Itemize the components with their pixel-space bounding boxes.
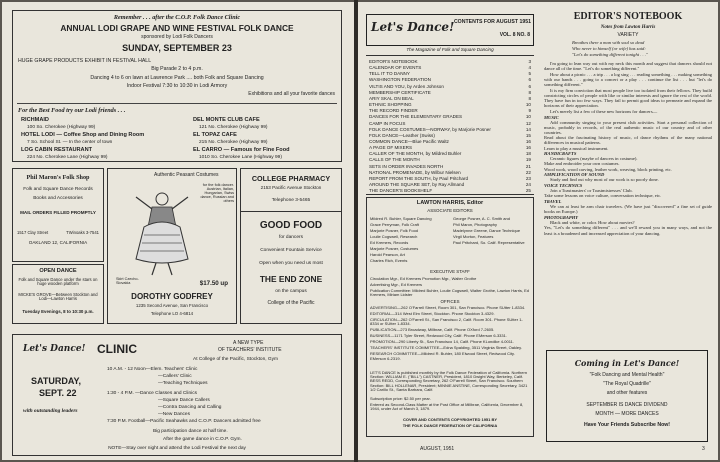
clinic-after: After the game dance in C.O.P. Gym. [163, 437, 242, 442]
toc-title: SETS IN ORDER INVADES NORTH [369, 163, 444, 169]
food-addr: 7 So. School St. — In the center of town [27, 140, 113, 145]
toc-title: THE DANCER'S BOOKSHELF [369, 188, 433, 194]
verse-line: Who never to himself (or wife) has said: [572, 46, 646, 51]
godfrey-name: DOROTHY GODFREY [131, 292, 213, 301]
toc-page: 16 [525, 145, 531, 151]
notebook-title: EDITOR'S NOTEBOOK [573, 11, 683, 22]
food-name: EL TOPAZ CAFE [193, 132, 237, 138]
staff-associate: ASSOCIATE EDITORS [427, 208, 473, 213]
toc-item [369, 84, 531, 90]
toc-page: 10 [525, 102, 531, 108]
notebook-section: Join a Toastmasters' or Toastmistresses' Club. Take some lessons on voice culture, conversation technique, etc. [544, 188, 662, 199]
notebook-variety: VARIETY [617, 32, 639, 38]
right-page [358, 2, 718, 460]
toc-title: FOLK DANCE COSTUMES—NORWAY, by Marjorie Posner [369, 126, 491, 132]
maron-line2: Books and Accessories [33, 196, 83, 201]
toc-page: 10 [525, 114, 531, 120]
toc-title: VILTIS AND YOU, by Arden Johnson [369, 83, 444, 89]
staff-editor: LAWTON HARRIS, Editor [416, 200, 484, 206]
toc-title: ETHNIC SHOPPING [369, 102, 412, 108]
maron-title: Phil Maron's Folk Shop [26, 174, 90, 181]
festival-date: SUNDAY, SEPTEMBER 23 [122, 43, 232, 53]
maron-phone: TWinoaks 3-7541 [66, 230, 99, 235]
pharmacy-address: 2153 Pacific Avenue Stockton [260, 185, 322, 190]
associate-editor: Grace Perryman, Folk Craft [370, 222, 419, 227]
food-name: HOTEL LODI — Coffee Shop and Dining Room [21, 132, 145, 138]
clinic-institute: OF TEACHERS' INSTITUTE [218, 347, 282, 353]
clinic-outstanding: with outstanding leaders [23, 408, 78, 414]
food-addr: 215 No. Cherokee (Highway 99) [199, 140, 268, 145]
toc-item [369, 133, 531, 139]
toc-item [369, 102, 531, 108]
maron-city: OAKLAND 12, CALIFORNIA [28, 240, 88, 245]
coming-line1: "Folk Dancing and Mental Health" [589, 372, 665, 378]
toc-item [369, 151, 531, 157]
godfrey-title: Authentic Peasant Costumes [154, 172, 219, 178]
associate-editor: Ed Kremers, Records [370, 240, 409, 245]
toc-title: THE RECORD FINDER [369, 108, 418, 114]
pharmacy-title: COLLEGE PHARMACY [251, 174, 331, 183]
notebook-paragraph: I'm going to lean way out with my neck this month and suggest that dancers should not dance all of the time. "Let's do something different." [544, 61, 712, 72]
staff-circulation: Circulation Mgr., Ed Kremers Promotion Mgr., Walter Grothe [370, 276, 477, 281]
notebook-subheading: MUSIC [544, 114, 559, 120]
maron-line1: Folk and Square Dance Records [23, 187, 93, 192]
toc-page: 19 [525, 157, 531, 163]
associate-editor: Mildred R. Buhler, Square Dancing [370, 216, 432, 221]
toc-item [369, 176, 531, 182]
left-page [2, 2, 354, 460]
associate-editor: Madelynne Greene, Dance Technique [453, 228, 521, 233]
clinic-participation: Big participation dance at half time. [153, 429, 228, 434]
toc-page: 12 [525, 120, 531, 126]
staff-federation: THE FOLK DANCE FEDERATION OF CALIFORNIA [402, 423, 498, 428]
toc-item [369, 71, 531, 77]
godfrey-address: 1235 Second Avenue, San Francisco [135, 303, 209, 308]
food-addr: 1010 So. Cherokee Lane (Highway 99) [199, 155, 282, 160]
associate-editor: Charles Rich, Events [370, 258, 408, 263]
end-zone-title: THE END ZONE [259, 274, 323, 284]
table-of-contents [366, 55, 534, 195]
verse-line: "Let's do something different tonight . . ." [572, 52, 648, 57]
open-dance-title: OPEN DANCE [39, 268, 77, 274]
open-dance-ad [12, 264, 104, 324]
goodfood-hours: Open when you need us most [259, 261, 323, 266]
toc-item [369, 90, 531, 96]
food-name: RICHMAID [21, 117, 49, 123]
toc-title: NATIONAL PROMENADE, by Wilbur Nielsen [369, 169, 461, 175]
goodfood-campus: on the campus [275, 289, 307, 294]
goodfood-title: GOOD FOOD [259, 220, 323, 231]
notebook-subheading: VOICE TECHNICS [544, 183, 583, 189]
toc-page: 16 [525, 138, 531, 144]
toc-title: ARIY SKAL ON BEAL [369, 95, 414, 101]
office-line: ADVERTISING—262 O'Farrell Street, Room 301, San Francisco. Phone SUtter 1-8334. [370, 305, 526, 310]
toc-page: 18 [525, 151, 531, 157]
toc-page: 6 [528, 83, 531, 89]
office-line: PROMOTION—290 Liberty St., San Francisco 14, Calif. Phone KLondike 4-0011. [370, 339, 514, 345]
maron-mail: MAIL ORDERS FILLED PROMPTLY [20, 210, 96, 215]
toc-title: MEMBERSHIP CERTIFICATE [369, 89, 431, 95]
food-addr: 121 No. Cherokee (Highway 99) [199, 125, 268, 130]
office-line: TEACHERS' INSTITUTE COMMITTEE—Edna Spalding, 3511 Virginia Street, Oakley. [370, 345, 522, 351]
office-line: PUBLICATION—273 Broadway, Millbrae, Calif. Phone OXford 7-2605. [370, 327, 495, 333]
toc-page: 15 [525, 132, 531, 138]
toc-page: 5 [528, 71, 531, 77]
verse-line: Breathes there a man with soul so dead [572, 40, 645, 45]
toc-title: COMMON DANCE—Blue Pacific Waltz [369, 138, 449, 144]
toc-title: CALLER OF THE MONTH, by Mildred Buhler [369, 151, 462, 157]
notebook-subheading: HANDICRAFTS [544, 151, 577, 157]
toc-page: 3 [528, 59, 531, 64]
toc-item [369, 164, 531, 170]
toc-item [369, 182, 531, 188]
clinic-location: At College of the Pacific, Stockton, Gym [193, 357, 279, 362]
toc-item [369, 121, 531, 127]
toc-title: A PAGE OF MIXERS [369, 145, 413, 151]
clinic-lets-logo: Let's Dance! [23, 344, 86, 354]
toc-title: FOLK DANCE—Leather (Swiss) [369, 132, 435, 138]
toc-item [369, 145, 531, 151]
toc-item [369, 59, 531, 65]
toc-title: TELL IT TO DANNY [369, 71, 410, 77]
open-dance-place: MICKE'S GROVE—Between Stockton and Lodi—Lawton Harris [18, 292, 98, 302]
toc-page: 4 [528, 65, 531, 71]
associate-editor: Marjorie Posner, Folk Food [370, 228, 419, 233]
toc-title: WASHINGTON FEDERATION [369, 77, 431, 83]
toc-item [369, 77, 531, 83]
food-name: EL CARRO — Famous for Fine Food [193, 147, 290, 153]
toc-page: 23 [525, 175, 531, 181]
masthead-contents: CONTENTS FOR AUGUST 1951 [453, 19, 531, 25]
festival-sponsor: sponsored by Lodi Folk Dancers [141, 34, 213, 40]
staff-subscription: Subscription price: $2.50 per year. [370, 396, 431, 401]
notebook-section: Study and find out why most of our work is so poorly done. [550, 177, 659, 183]
associate-editor: Harold Pearson, Art [370, 252, 405, 257]
coming-heading: Coming in Let's Dance! [574, 358, 680, 368]
festival-exhibit: HUGE GRAPE PRODUCTS EXHIBIT IN FESTIVAL HALL [18, 58, 152, 64]
notebook-paragraph: How about a picnic . . . a trip . . . a log sing . . . reading something . . . making something with our hands . . . going to a concert or a play . . . continue the list . . . but "let's do something different." [544, 71, 712, 88]
festival-ad [12, 10, 342, 162]
maron-ad [12, 168, 104, 262]
office-line: BUSINESS—1171 Tyler Street, Redwood City, Calif. Phone EMerson 6-3331. [370, 333, 507, 339]
toc-item [369, 127, 531, 133]
goodfood-college: College of the Pacific [267, 300, 315, 306]
clinic-title: CLINIC [97, 342, 137, 356]
toc-item [369, 188, 531, 194]
office-line: EDITORIAL—314 West Elm Street, Stockton. Phone Stockton 3-4329. [370, 311, 495, 316]
toc-page: 25 [525, 188, 531, 194]
masthead [366, 14, 534, 46]
goodfood-line: Convenient Fountain Service [260, 248, 322, 253]
notebook-section: Add community singing to your present club activities. Start a personal collection of music, probably in records, of the real authentic music of our country and of other countries. Read about the fascinating history of music, of dance rhythms of the many national differences in musical patterns. Learn to play a musical instrument. [544, 119, 712, 151]
schedule-line: 1:30 - 4 P.M. —Dance Classes and Clinics [107, 391, 198, 396]
open-dance-time: Tuesday Evenings, 8 to 10:30 p.m. [22, 309, 94, 314]
associate-editor: Phil Maron, Photography [453, 222, 498, 227]
toc-page: 6 [528, 77, 531, 83]
festival-parade: Big Parade 2 to 4 p.m. [151, 66, 203, 72]
associate-editor: Loulie Cogswell, Research [370, 234, 418, 239]
clinic-day: SATURDAY, [31, 376, 82, 386]
footer-date: AUGUST, 1951 [420, 446, 455, 452]
toc-page: 14 [525, 126, 531, 132]
schedule-line: —Callers' Clinic [158, 374, 192, 379]
godfrey-phone: Telephone LO 4-6814 [150, 311, 194, 316]
festival-indoor: Indoor Festival 7:30 to 10:30 in Lodi Armory [126, 83, 228, 89]
festival-remember: Remember . . . after the C.O.P. Folk Dance Clinic [113, 14, 241, 21]
godfrey-ad [107, 168, 237, 324]
toc-title: CALENDAR OF EVENTS [369, 65, 422, 71]
clinic-new-type: A NEW TYPE [233, 340, 264, 346]
notebook-subheading: PHOTOGRAPHY [544, 215, 579, 221]
pharmacy-phone: Telephone 3-5465 [271, 198, 311, 203]
schedule-line: —Square Dance Callers [158, 398, 210, 403]
notebook-section: We can at least be arm chair travelers. (We have just "discovered" a fine set of guide books on Europe.) [544, 204, 712, 215]
coming-line5: MONTH — MORE DANCES [595, 411, 659, 417]
pharmacy-ad [240, 168, 342, 324]
page-number: 3 [702, 446, 705, 452]
toc-item [369, 170, 531, 176]
toc-page: 21 [525, 163, 531, 169]
staff-offices: OFFICES [440, 299, 460, 304]
staff-cover: COVER AND CONTENTS COPYRIGHTED 1951 BY [402, 417, 498, 422]
toc-item [369, 114, 531, 120]
clinic-date: SEPT. 22 [39, 388, 77, 398]
staff-advertising: Advertising Mgr., Ed Kremers [370, 282, 423, 287]
toc-title: REPORT FROM THE SOUTH, by Paul Pritchard [369, 175, 469, 181]
associate-editor: Virgil Morton, Features [453, 234, 494, 239]
masthead-logo: Let's Dance! [371, 20, 455, 34]
open-dance-desc: Folk and Square Dance under the stars on huge wooden platform [18, 277, 98, 287]
toc-title: DANCES FOR THE ELEMENTARY GRADES [369, 114, 463, 120]
coming-line2: "The Royal Quadrille" [603, 381, 651, 387]
masthead-vol: VOL. 8 NO. 8 [499, 32, 530, 38]
toc-item [369, 65, 531, 71]
godfrey-desc: for the folk dancer. Austrian, Italian, Hungarian, Swiss dance, Russian and others [200, 183, 234, 203]
notebook-paragraph: It is my firm conviction that most people live too isolated from their fellows. They build constricting circles of people with like or similar interests and ignore the rest of the world. They have fun in too few ways. They fail to permit good ideas to permeate and expand the horizons of their appreciation. [544, 87, 712, 109]
editors-notebook [542, 10, 714, 326]
coming-line6: Have Your Friends Subscribe Now! [584, 422, 670, 428]
toc-title: EDITOR'S NOTEBOOK [369, 59, 418, 64]
notebook-paragraph: Let's merely list a few of these new horizons for dancers— [550, 108, 658, 114]
staff-exec: EXECUTIVE STAFF [430, 269, 470, 274]
staff-notice: LET'S DANCE is published monthly by the Folk Dance Federation of California. Northern Section: WILLIAM E. ("BILL") CASTNER, President, 1810 Dwight Way, Berkeley, Calif. BESS REDD, Corresponding Secretary, 262 O'Farrell Street, San Francisco. Southern Section: BILL HOLLENAR, President; MINNIE ANSTINE, Corresponding Secretary, 3421 1/2 Carillo St., Santa Barbara, Calif. [370, 370, 528, 392]
toc-title: AROUND THE SQUARE SET, by Ray Allmand [369, 182, 465, 187]
toc-title: CALLS OF THE MONTH [369, 157, 420, 163]
godfrey-price: $17.50 up [199, 280, 228, 287]
schedule-line: 7:30 P.M. Football—Pacific Seahawks and C.O.P. Dancers admitted free [107, 419, 261, 424]
notebook-section: Ceramic figures (maybe of dancers in costume). Make and embroider your own costumes. Wood work, wood carving, leather work, weaving, block printing, etc. [544, 156, 672, 172]
notebook-section: Black and white, or color. How about movies? Yes, "Let's do something different" . . . and we'll reward you in many ways, and not the least is a broadened and increased appreciation of your dancing. [544, 220, 712, 236]
godfrey-caption: Skirt Czecho-Slovakia [116, 277, 139, 285]
food-heading: For the Best Food try our Lodi friends . . . [18, 107, 126, 114]
schedule-line: 10 A.M. - 12 Noon—Elem. Teachers' Clinic [107, 367, 198, 372]
festival-title: ANNUAL LODI GRAPE AND WINE FESTIVAL FOLK DANCE [60, 23, 294, 33]
schedule-line: —Teaching Techniques [158, 381, 208, 386]
toc-item [369, 139, 531, 145]
notebook-byline: Notes from Lawton Harris [600, 25, 656, 30]
festival-exhibitions: Exhibitions and all your favorite dances [248, 91, 335, 97]
notebook-subheading: TRAVEL [544, 199, 562, 205]
office-line: CIRCULATION—262 O'Farrell St., San Francisco 2, Calif. Room 301. Phone SUtter 1-8334 or SUtter 1-8334. [370, 317, 523, 327]
schedule-line: —Contra Dancing and Calling [158, 405, 222, 410]
food-addr: 224 No. Cherokee Lane (Highway 99) [27, 155, 108, 160]
toc-item [369, 157, 531, 163]
toc-title: CAMP IN FOCUS [369, 120, 406, 126]
associate-editor: Paul Pritchard, So. Calif. Representative [453, 240, 525, 245]
notebook-subheading: AMPLIFICATION OF SOUND [544, 172, 605, 178]
divider [241, 211, 341, 212]
associate-editor: Marjorie Posner, Costumes [370, 246, 419, 251]
festival-dancing: Dancing 4 to 6 on lawn at Lawrence Park .... both Folk and Square Dancing [90, 75, 264, 81]
divider [17, 103, 337, 104]
dancer-illustration [122, 187, 202, 277]
coming-line4: SEPTEMBER IS DANCE DIVIDEND [586, 402, 668, 408]
clinic-note: NOTE—Stay over night and attend the Lodi Festival the next day [108, 446, 246, 451]
associate-editor: George Posner, A. C. Smith and [453, 216, 510, 221]
coming-box [546, 350, 708, 442]
food-name: DEL MONTE CLUB CAFE [193, 117, 260, 123]
staff-publication: Publication Committee: Mildred Buhler, Loulie Cogswell, Walter Grothe, Lawton Harris, Ed Kremers, Miriam Lidster [370, 288, 530, 298]
toc-page: 8 [528, 89, 531, 95]
toc-item [369, 96, 531, 102]
toc-page: 8 [528, 95, 531, 101]
clinic-ad [12, 334, 342, 456]
toc-page: 9 [528, 108, 531, 114]
masthead-subtitle: The Magazine of Folk and Square Dancing [406, 47, 494, 52]
staff-entered: Entered as Second-Class Matter at the Post Office at Millbrae, California, December 8, 1944, under Act of March 3, 1879. [370, 402, 524, 412]
toc-page: 22 [525, 169, 531, 175]
staff-box [366, 197, 534, 437]
schedule-line: —New Dances [158, 412, 190, 417]
toc-page: 24 [525, 182, 531, 187]
food-addr: 100 So. Cherokee (Highway 99) [27, 125, 96, 130]
coming-line3: and other features [606, 390, 648, 396]
office-line: RESEARCH COMMITTEE—Mildred R. Buhler, 180 Elwood Street, Redwood City. EMerson 6-2319. [370, 351, 515, 361]
goodfood-sub: for dancers [279, 235, 303, 240]
maron-address: 1517 Clay Street [17, 230, 49, 235]
toc-item [369, 108, 531, 114]
food-name: LOG CABIN RESTAURANT [21, 147, 93, 153]
